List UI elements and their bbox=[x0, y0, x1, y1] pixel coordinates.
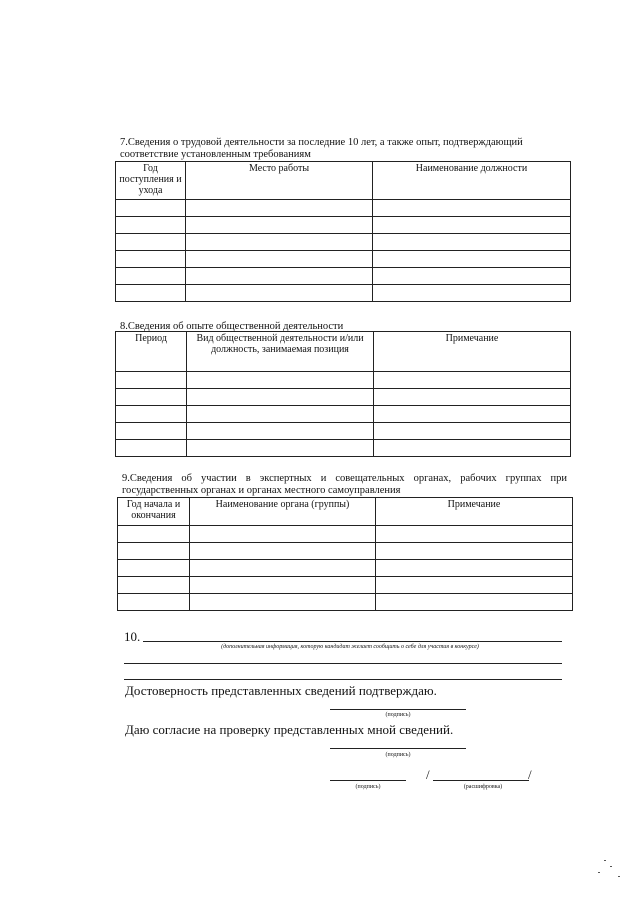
decode-line[interactable] bbox=[433, 780, 529, 781]
confirm-caption: (подпись) bbox=[385, 712, 411, 718]
table-row bbox=[116, 285, 571, 302]
section9-title-line1: 9.Сведения об участии в экспертных и совещательных органах, рабочих группах при bbox=[122, 473, 567, 484]
slash-left: / bbox=[426, 767, 430, 782]
table-row bbox=[118, 543, 573, 560]
section9-title bbox=[122, 473, 567, 497]
table-row bbox=[116, 372, 571, 389]
table-row bbox=[116, 200, 571, 217]
table-row bbox=[116, 251, 571, 268]
table-row bbox=[118, 560, 573, 577]
final-signature-line[interactable] bbox=[330, 780, 406, 781]
table-row bbox=[116, 389, 571, 406]
section7-col-workplace: Место работы bbox=[186, 162, 373, 200]
final-signature-caption: (подпись) bbox=[355, 784, 381, 790]
confirm-text: Достоверность представленных сведений подтверждаю. bbox=[125, 683, 437, 698]
scan-speck bbox=[598, 872, 600, 873]
section7-col-year: Год поступления и ухода bbox=[116, 162, 186, 200]
section8-col-period: Период bbox=[116, 332, 187, 372]
scan-speck bbox=[618, 876, 620, 877]
section8-table bbox=[115, 331, 571, 457]
section7-title-line2: соответствие установленным требованиям bbox=[120, 149, 311, 160]
section9-col-organ: Наименование органа (группы) bbox=[190, 498, 376, 526]
table-row bbox=[118, 526, 573, 543]
confirm-signature-line[interactable] bbox=[330, 709, 466, 710]
section9-title-line2: государственных органах и органах местного самоуправления bbox=[122, 485, 401, 496]
consent-text: Даю согласие на проверку представленных мной сведений. bbox=[125, 722, 454, 737]
slash-right: / bbox=[528, 767, 532, 782]
section10-number: 10. bbox=[124, 629, 141, 644]
table-row bbox=[118, 594, 573, 611]
table-row bbox=[116, 440, 571, 457]
section7-title-line1: 7.Сведения о трудовой деятельности за последние 10 лет, а также опыт, подтверждающий bbox=[120, 137, 523, 148]
section7-col-position: Наименование должности bbox=[373, 162, 571, 200]
table-row bbox=[116, 268, 571, 285]
table-row bbox=[116, 234, 571, 251]
section10-hint: (дополнительная информация, которую кандидат желает сообщить о себе для участия в конкурсе) bbox=[221, 644, 479, 650]
section9-col-years: Год начала и окончания bbox=[118, 498, 190, 526]
section8-col-activity: Вид общественной деятельности и/или должность, занимаемая позиция bbox=[187, 332, 374, 372]
section9-table bbox=[117, 497, 573, 611]
scan-speck bbox=[604, 860, 606, 861]
table-row bbox=[116, 423, 571, 440]
section10-line-1[interactable] bbox=[143, 641, 562, 642]
table-row bbox=[116, 217, 571, 234]
consent-signature-line[interactable] bbox=[330, 748, 466, 749]
section10-line-3[interactable] bbox=[124, 679, 562, 680]
scan-speck bbox=[610, 866, 612, 867]
section9-col-note: Примечание bbox=[376, 498, 573, 526]
section8-col-note: Примечание bbox=[374, 332, 571, 372]
section7-table bbox=[115, 161, 571, 302]
section7-title bbox=[120, 137, 570, 161]
section10-line-2[interactable] bbox=[124, 663, 562, 664]
section8-title: 8.Сведения об опыте общественной деятельности bbox=[120, 321, 344, 332]
consent-caption: (подпись) bbox=[385, 752, 411, 758]
table-row bbox=[118, 577, 573, 594]
decode-caption: (расшифровка) bbox=[463, 784, 503, 790]
table-row bbox=[116, 406, 571, 423]
